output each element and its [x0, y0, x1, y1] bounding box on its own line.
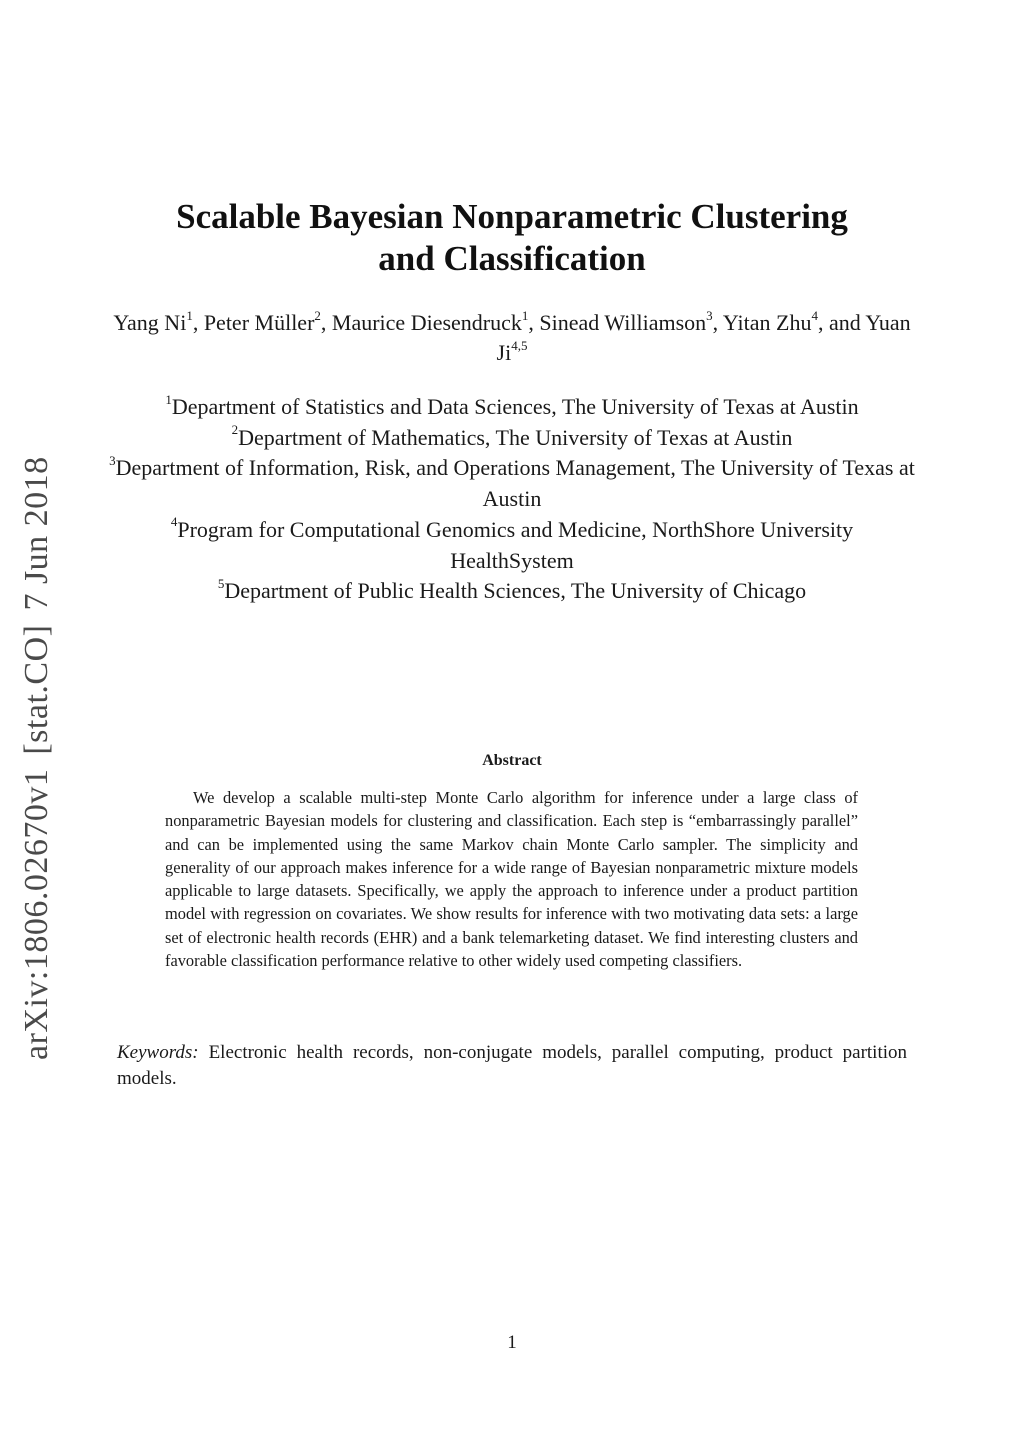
arxiv-date: 7 Jun 2018 — [18, 456, 55, 611]
abstract-text: We develop a scalable multi-step Monte Carlo algorithm for inference under a large class of nonparametric Bayesian models for clustering and classification. Each step is “embarrassingly parallel” and can be implemented using the same Markov chain Monte Carlo sampler. The simplicity and generality of our approach makes inference for a wide range of Bayesian nonparametric mixture models applicable to large datasets. Specifically, we apply the approach to inference under a product partition model with regression on covariates. We show results for inference with two motivating data sets: a large set of electronic health records (EHR) and a bank telemarketing dataset. We find interesting clusters and favorable classification performance relative to other widely used competing classifiers. — [165, 788, 858, 971]
affiliation-list — [108, 392, 916, 607]
author: Peter Müller$^2$, — [203, 307, 332, 335]
abstract-heading: Abstract — [482, 752, 542, 769]
author: Yuan Ji$^{4,5}$ — [496, 310, 911, 365]
author: Maurice Diesendruck$^1$, — [331, 307, 540, 335]
keywords — [117, 1040, 907, 1092]
author: Yitan Zhu$^4$, and — [722, 307, 866, 335]
title-line-1: Scalable Bayesian Nonparametric Clustering — [176, 197, 848, 236]
arxiv-category: [stat.CO] — [18, 624, 55, 755]
affiliation: $^3$Department of Information, Risk, and Operations Management, The University of Texas at Austin — [109, 453, 915, 512]
title-line-2: and Classification — [378, 239, 646, 278]
arxiv-id: arXiv:1806.02670v1 — [18, 768, 55, 1060]
author: Yang Ni$^1$, — [113, 307, 204, 335]
affiliation: $^5$Department of Public Health Sciences, The University of Chicago — [217, 575, 807, 604]
affiliation: $^4$Program for Computational Genomics and Medicine, NorthShore University HealthSystem — [170, 514, 854, 573]
keywords-text: Electronic health records, non-conjugate models, parallel computing, product partition models. — [117, 1042, 908, 1089]
keywords-label: Keywords: — [117, 1042, 199, 1063]
page-number: 1 — [507, 1332, 517, 1353]
affiliation: $^2$Department of Mathematics, The University of Texas at Austin — [231, 422, 793, 450]
author-list — [108, 308, 916, 368]
author: Sinead Williamson$^3$, — [539, 307, 723, 335]
paper-title — [100, 196, 924, 280]
affiliation: $^1$Department of Statistics and Data Sciences, The University of Texas at Austin — [165, 391, 859, 419]
arxiv-stamp — [18, 455, 56, 1060]
